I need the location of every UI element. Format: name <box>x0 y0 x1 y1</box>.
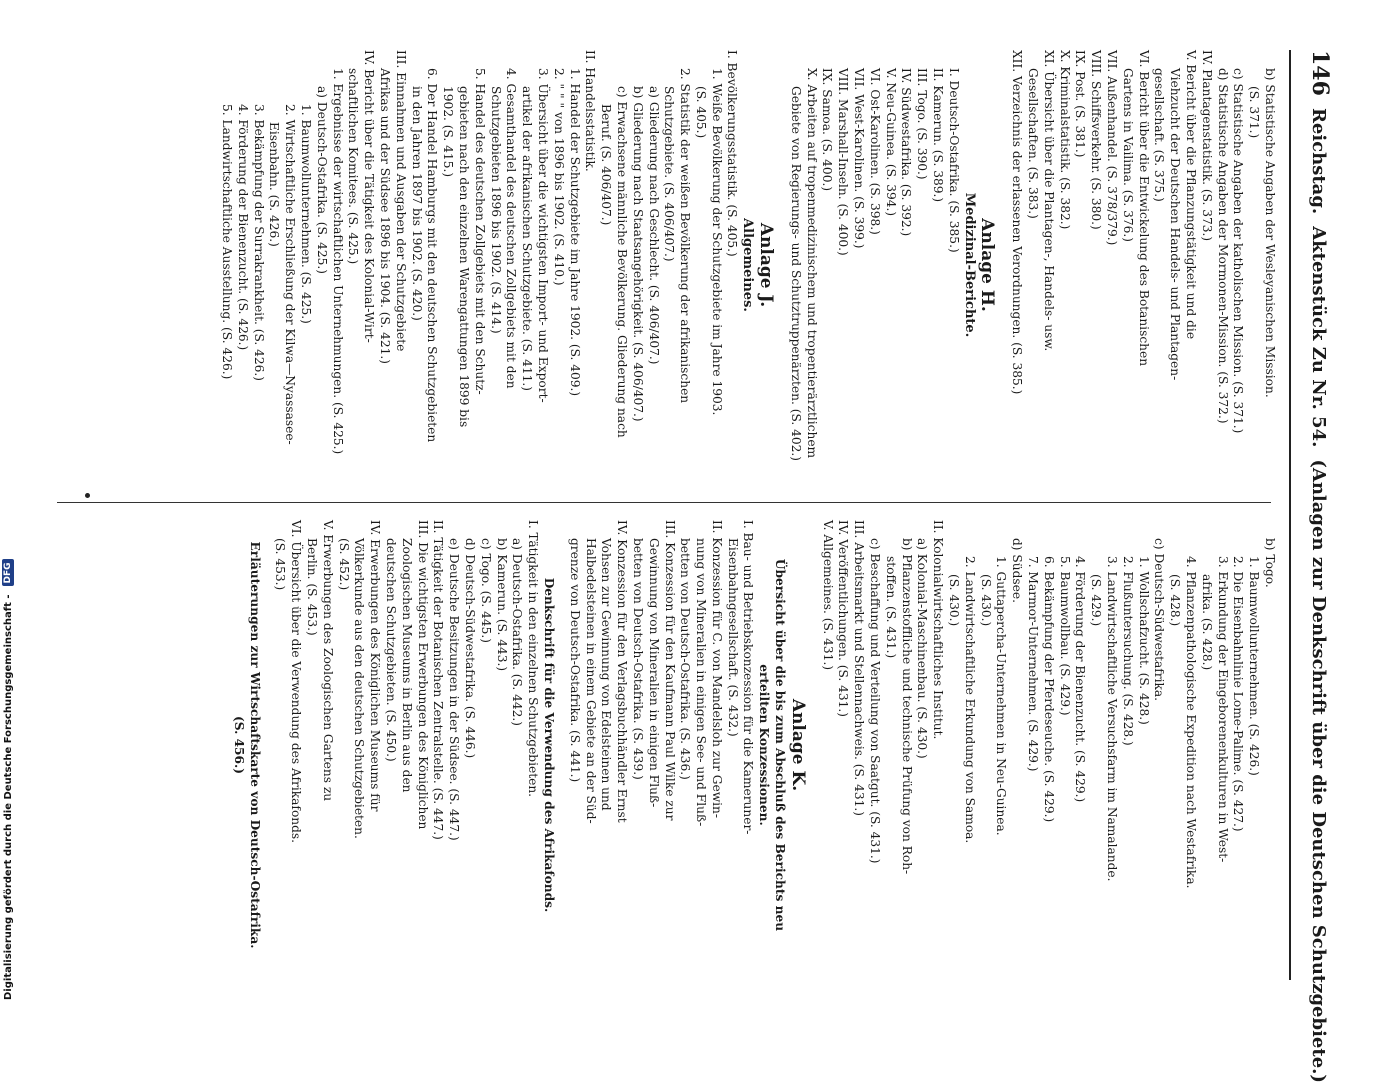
toc-entry: artikel der afrikanischen Schutzgebiete. (S. 411.) <box>520 86 535 392</box>
toc-entry: b) Statistische Angaben der Wesleyanischen Mission. <box>1263 68 1277 398</box>
toc-entry: VI. Übersicht über die Verwendung des Afrikafonds. <box>289 520 304 844</box>
toc-entry: IV. Südwestafrika. (S. 392.) <box>899 68 914 237</box>
toc-entry: VI. Bericht über die Entwickelung des Botanischen <box>1136 50 1151 367</box>
section-heading: Anlage H. <box>977 218 998 312</box>
header-document: Aktenstück Zu Nr. 54. <box>1308 226 1329 448</box>
toc-entry: in den Jahren 1897 bis 1902. (S. 420.) <box>409 86 424 321</box>
toc-entry: (S. 428.) <box>1168 574 1183 627</box>
toc-entry: (S. 430.) <box>978 574 993 627</box>
toc-entry: 2. Die Eisenbahnlinie Lome-Palime. (S. 427.) <box>1231 556 1246 832</box>
toc-entry: c) Statistische Angaben der katholischen Mission. (S. 371.) <box>1231 68 1246 434</box>
toc-entry: deutschen Schutzgebieten. (S. 450.) <box>383 538 398 762</box>
toc-entry: afrika. (S. 428.) <box>1199 574 1214 671</box>
toc-entry: V. Erwerbungen des Zoologischen Gartens zu <box>320 520 335 802</box>
toc-entry: 5. Landwirtschaftliche Ausstellung. (S. 426.) <box>220 104 234 380</box>
toc-entry: III. Einnahmen und Ausgaben der Schutzgebiete <box>393 50 408 352</box>
toc-entry: b) Gliederung nach Staatsangehörigkeit. (S. 406/407.) <box>630 86 645 422</box>
toc-entry: (S. 405.) <box>693 86 708 139</box>
toc-entry: II. Kolonialwirtschaftliches Institut. <box>931 520 946 740</box>
section-subheading: Allgemeines. <box>740 218 756 312</box>
toc-entry: Viehzucht der Deutschen Handels- und Plantagen- <box>1168 68 1183 381</box>
toc-entry: 1. Wollschafzucht. (S. 428.) <box>1136 556 1151 725</box>
column-divider <box>57 502 1271 503</box>
toc-entry: betten von Deutsch-Ostafrika. (S. 436.) <box>678 538 693 780</box>
toc-entry: III. Togo. (S. 390.) <box>915 68 930 180</box>
toc-entry: Vohsen zur Gewinnung von Edelsteinen und <box>599 538 614 811</box>
toc-entry: c) Togo. (S. 445.) <box>478 538 493 643</box>
toc-entry: 6. Bekämpfung der Pferdeseuche. (S. 429.) <box>1041 556 1056 823</box>
toc-entry: betten von Deutsch-Ostafrika. (S. 439.) <box>630 538 645 780</box>
toc-entry: 5. Baumwollbau. (S. 429.) <box>1057 556 1072 716</box>
toc-entry: 4. Förderung der Bienenzucht. (S. 426.) <box>235 104 250 351</box>
toc-entry: 5. Handel des deutschen Zollgebiets mit den Schutz- <box>472 68 487 395</box>
toc-entry: stoffen. (S. 431.) <box>883 556 898 659</box>
toc-entry: IX. Post. (S. 381.) <box>1073 50 1088 158</box>
section-heading: Anlage K. <box>787 698 808 792</box>
toc-entry: Völkerkunde aus den deutschen Schutzgebieten. <box>352 538 367 839</box>
toc-entry: 4. Pflanzenpathologische Expedition nach Westafrika. <box>1184 556 1199 889</box>
toc-entry: X. Kriminalstatistik. (S. 382.) <box>1057 50 1072 230</box>
section-subheading: Übersicht über die bis zum Abschluß des Berichts neu <box>773 558 788 932</box>
toc-entry: XI. Übersicht über die Plantagen-, Handels- usw. <box>1041 50 1056 352</box>
toc-entry: VII. Außenhandel. (S. 378/379.) <box>1105 50 1120 246</box>
toc-entry: I. Bau- und Betriebskonzession für die Kameruner- <box>741 520 756 835</box>
section-heading: Anlage J. <box>756 222 777 308</box>
credit-text: Digitalisierung gefördert durch die Deutsche Forschungsgemeinschaft - <box>2 594 14 1000</box>
toc-entry: III. Konzession für den Kaufmann Paul Wilke zur <box>662 520 677 821</box>
header-source: Reichstag. <box>1308 107 1329 215</box>
section-subheading: (S. 456.) <box>231 715 246 775</box>
toc-entry: 7. Marmor-Unternehmen. (S. 429.) <box>1026 556 1041 772</box>
toc-entry: 2. Wirtschaftliche Erschließung der Kilwa—Nyassasee- <box>283 104 298 445</box>
toc-entry: I. Bevölkerungsstatistik. (S. 405.) <box>725 50 740 257</box>
toc-entry: II. Tätigkeit der Botanischen Zentralstelle. (S. 447.) <box>431 520 446 840</box>
toc-entry: b) Kamerun. (S. 443.) <box>494 538 509 672</box>
section-gap <box>998 50 1008 480</box>
toc-entry: e) Deutsche Besitzungen in der Südsee. (S. 447.) <box>447 538 462 841</box>
toc-entry: IV. Veröffentlichungen. (S. 431.) <box>836 520 851 717</box>
toc-entry: 4. Gesamthandel des deutschen Zollgebiets mit den <box>504 68 519 389</box>
toc-entry: V. Neu-Guinea. (S. 394.) <box>883 68 898 217</box>
binding-dot <box>85 493 90 498</box>
toc-entry: 2. Landwirtschaftliche Erkundung von Samoa. <box>962 556 977 844</box>
toc-entry: a) Deutsch-Ostafrika. (S. 425.) <box>314 86 329 275</box>
toc-entry: c) Erwachsene männliche Bevölkerung. Gliederung nach <box>614 86 629 438</box>
toc-entry: Berlin. (S. 453.) <box>304 538 319 636</box>
toc-entry: (S. 453.) <box>273 538 288 591</box>
toc-entry: (S. 429.) <box>1089 574 1104 627</box>
toc-entry: 2. Flußuntersuchung. (S. 428.) <box>1120 556 1135 746</box>
toc-entry: VIII. Marshall-Inseln. (S. 400.) <box>836 68 851 256</box>
toc-entry: gesellschaft. (S. 375.) <box>1152 68 1167 202</box>
toc-entry: VI. Ost-Karolinen. (S. 398.) <box>867 68 882 235</box>
toc-entry: IV. Erwerbungen des Königlichen Museums für <box>368 520 383 812</box>
toc-entry: 1902. (S. 415.) <box>441 86 456 178</box>
toc-entry: Eisenbahngesellschaft. (S. 432.) <box>725 538 740 737</box>
header-rule <box>1289 50 1291 980</box>
toc-entry: II. Handelsstatistik. <box>583 50 598 172</box>
toc-entry: a) Gliederung nach Geschlecht. (S. 406/407.) <box>646 86 661 365</box>
digitization-credit <box>2 559 14 1000</box>
right-column <box>230 520 1277 970</box>
toc-entry: IV. Konzession für den Verlagsbuchhändler Ernst <box>615 520 630 823</box>
toc-entry: Gesellschaften. (S. 383.) <box>1026 68 1041 219</box>
toc-entry: X. Arbeiten auf tropenmedizinischem und tropentierärztlichem <box>804 68 819 459</box>
toc-entry: Gebiete von Regierungs- und Schutztruppenärzten. (S. 402.) <box>788 86 803 461</box>
toc-entry: a) Deutsch-Ostafrika. (S. 442.) <box>510 538 525 727</box>
toc-entry: b) Pflanzenstoffliche und technische Prüfung von Roh- <box>899 538 914 875</box>
toc-entry: gebieten nach den einzelnen Warengattungen 1899 bis <box>456 86 471 428</box>
toc-entry: 1. Baumwollunternehmen. (S. 425.) <box>298 104 313 324</box>
rotated-page <box>43 50 1333 1083</box>
section-subheading: Erläuterungen zur Wirtschaftskarte von Deutsch-Ostafrika. <box>247 541 262 949</box>
toc-entry: V. Allgemeines. (S. 431.) <box>820 520 835 671</box>
toc-entry: III. Die wichtigsten Erwerbungen des Königlichen <box>415 520 430 830</box>
toc-entry: IV. Bericht über die Tätigkeit des Kolonial-Wirt- <box>362 50 377 343</box>
toc-entry: Gartens in Vailima. (S. 376.) <box>1120 68 1135 243</box>
toc-entry: (S. 371.) <box>1247 86 1262 139</box>
toc-entry: II. Konzession für C. von Mandelsloh zur Gewin- <box>709 520 724 819</box>
toc-entry: 1. Ergebnisse der wirtschaftlichen Unternehmungen. (S. 425.) <box>330 68 345 455</box>
page-header <box>1293 50 1333 1083</box>
toc-entry: grenze von Deutsch-Ostafrika. (S. 441.) <box>567 538 582 783</box>
toc-entry: 3. Erkundung der Eingeborenenkulturen in West- <box>1215 556 1230 863</box>
section-gap <box>809 520 819 970</box>
left-column <box>218 50 1277 480</box>
toc-entry: d) Statistische Angaben der Mormonen-Mission. (S. 372.) <box>1215 68 1230 424</box>
header-title: (Anlagen zur Denkschrift über die Deutschen Schutzgebiete.) <box>1308 459 1329 1083</box>
toc-entry: (S. 430.) <box>947 574 962 627</box>
toc-entry: VII. West-Karolinen. (S. 399.) <box>852 68 867 249</box>
toc-entry: 3. Landwirtschaftliche Versuchsfarm im Namalande. <box>1105 556 1120 882</box>
toc-entry: d) Südsee. <box>1010 538 1025 603</box>
section-gap <box>777 50 787 480</box>
toc-entry: IV. Plantagenstatistik. (S. 373.) <box>1199 50 1214 242</box>
toc-entry: Halbedelsteinen in einem Gebiete an der Süd- <box>583 538 598 824</box>
toc-entry: II. Kamerun. (S. 389.) <box>931 68 946 203</box>
section-subheading: erteilten Konzessionen. <box>757 664 772 826</box>
toc-entry: Beruf. (S. 406/407.) <box>599 104 614 226</box>
toc-entry: 1. Handel der Schutzgebiete im Jahre 1902. (S. 409.) <box>567 68 582 397</box>
toc-entry: 2. " " " von 1896 bis 1902. (S. 410.) <box>551 68 566 286</box>
toc-entry: I. Deutsch-Ostafrika. (S. 385.) <box>946 68 961 253</box>
toc-entry: 3. Übersicht über die wichtigsten Import- und Export- <box>535 68 550 403</box>
toc-entry: b) Togo. <box>1263 538 1277 588</box>
toc-entry: (S. 452.) <box>336 538 351 591</box>
toc-entry: Eisenbahn. (S. 426.) <box>267 122 282 247</box>
toc-entry: Zoologischen Museums in Berlin aus den <box>399 538 414 793</box>
toc-entry: XII. Verzeichnis der erlassenen Verordnungen. (S. 385.) <box>1010 50 1025 395</box>
toc-entry: d) Deutsch-Südwestafrika. (S. 446.) <box>462 538 477 759</box>
toc-entry: 4. Förderung der Bienenzucht. (S. 429.) <box>1073 556 1088 803</box>
dfg-logo: DFG <box>2 559 14 586</box>
toc-entry: IX. Samoa. (S. 400.) <box>820 68 835 192</box>
toc-entry: Schutzgebiete. (S. 406/407.) <box>662 86 677 262</box>
toc-entry: Gewinnung von Mineralien in einigen Fluß- <box>646 538 661 808</box>
toc-entry: VIII. Schiffsverkehr. (S. 380.) <box>1089 50 1104 230</box>
toc-entry: Schutzgebieten 1896 bis 1902. (S. 414.) <box>488 86 503 334</box>
section-subheading: Denkschrift für die Verwendung des Afrikafonds. <box>541 577 556 913</box>
toc-entry: 3. Bekämpfung der Surrakrankheit. (S. 426.) <box>251 104 266 382</box>
toc-entry: c) Deutsch-Südwestafrika. <box>1152 538 1167 702</box>
toc-entry: a) Kolonial-Maschinenbau. (S. 430.) <box>915 538 930 759</box>
toc-entry: Afrikas und der Südsee 1896 bis 1904. (S. 421.) <box>377 68 392 365</box>
toc-entry: schaftlichen Komitees. (S. 425.) <box>346 68 361 265</box>
toc-entry: 1. Guttapercha-Unternehmen in Neu-Guinea. <box>994 556 1009 836</box>
page-number: 146 <box>1307 50 1333 96</box>
toc-entry: V. Bericht über die Pflanzungstätigkeit und die <box>1184 50 1199 340</box>
toc-entry: I. Tätigkeit in den einzelnen Schutzgebieten. <box>526 520 541 798</box>
toc-entry: III. Arbeitsmarkt und Stellennachweis. (S. 431.) <box>852 520 867 817</box>
section-gap <box>556 520 566 970</box>
toc-entry: 1. Weiße Bevölkerung der Schutzgebiete im Jahre 1903. <box>709 68 724 416</box>
toc-entry: 6. Der Handel Hamburgs mit den deutschen Schutzgebieten <box>425 68 440 443</box>
toc-entry: nung von Mineralien in einigen See- und Fluß- <box>694 538 709 827</box>
toc-entry: c) Beschaffung und Verteilung von Saatgut. (S. 431.) <box>868 538 883 864</box>
section-subheading: Medizinal-Berichte. <box>961 192 977 338</box>
toc-entry: 1. Baumwollunternehmen. (S. 426.) <box>1247 556 1262 776</box>
toc-entry: 2. Statistik der weißen Bevölkerung der afrikanischen <box>678 68 693 404</box>
section-gap <box>262 520 272 970</box>
